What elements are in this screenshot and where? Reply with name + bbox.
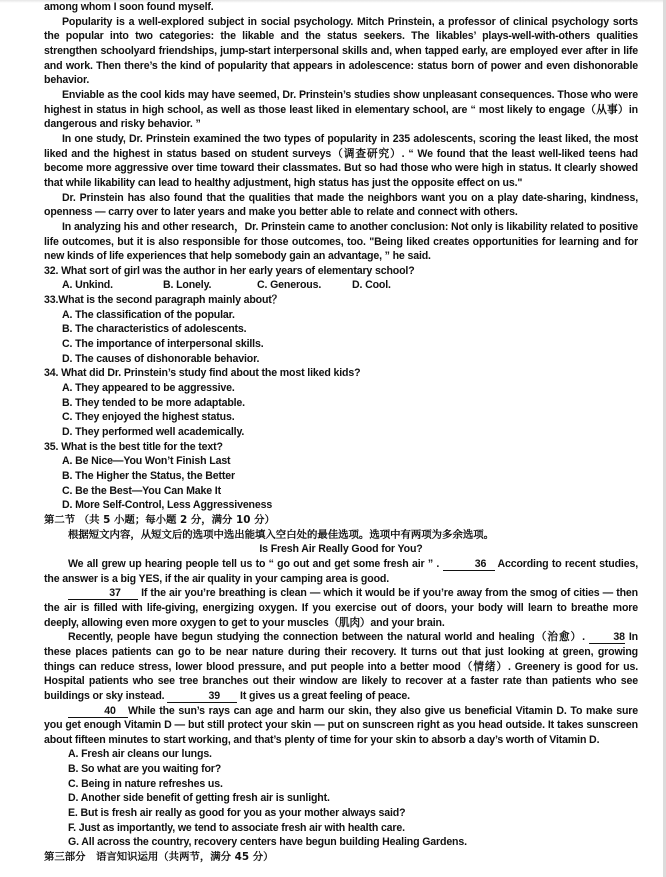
option-b: B. The characteristics of adolescents. [62,323,247,336]
cloze-option-a: A. Fresh air cleans our lungs. [68,748,212,761]
cloze-option-f: F. Just as importantly, we tend to associate fresh air with health care. [68,821,405,834]
blank-37: 37 [68,587,138,600]
question-32 [44,264,638,293]
option-d: D. The causes of dishonorable behavior. [62,352,260,365]
section-instruction: 根据短文内容，从短文后的选项中选出能填入空白处的最佳选项。选项中有两项为多余选项。 [68,528,495,541]
blank-39: 39 [167,690,237,703]
question-34 [44,366,638,439]
cloze-option-b: B. So what are you waiting for? [68,763,222,776]
paragraph-text: In these places patients can go to be near nature during their recovery. It turns out that just looking at green, growing things can reduce stress, lower blood pressure, and put people into a better mood（情绪）. Greenery is good for us. Hospital patients who see tree branches out their window are likely to recover at a faster rate than patients who see buildings or sky instead. [44,631,638,702]
paragraph-text: According to recent studies, the answer is a big YES, if the air quality in your camping area is good. [44,557,638,585]
option-d: D. Cool. [352,279,391,292]
option-d: D. More Self-Control, Less Aggressiveness [62,499,273,512]
passage-paragraph-4: Dr. Prinstein has also found that the qualities that made the neighbors want you on a play date-sharing, kindness, openness — carry over to later years and make you better able to relate and connect with others. [44,191,638,219]
cloze-option-c: C. Being in nature refreshes us. [68,777,223,790]
option-a: A. They appeared to be aggressive. [62,382,235,395]
option-b: B. Lonely. [163,279,212,292]
passage-paragraph-3: In one study, Dr. Prinstein examined the two types of popularity in 235 adolescents, scoring the least liked, the most liked and the highest in status based on student surveys（调查研究）. “ We found that the least well-liked teens had become more aggressive over time toward their classmates. But so had those who were high in status. It clearly showed that while likability can lead to healthy adjustment, high status has just the opposite effect on us." [44,132,638,189]
passage-title: Is Fresh Air Really Good for You? [259,543,423,556]
option-c: C. The importance of interpersonal skills. [62,338,264,351]
paragraph-text: Recently, people have begun studying the connection between the natural world and healing（治愈）. [68,631,589,644]
option-a: A. The classification of the popular. [62,308,235,321]
option-d: D. They performed well academically. [62,426,245,439]
option-b: B. They tended to be more adaptable. [62,396,245,409]
option-a: A. Be Nice—You Won’t Finish Last [62,455,231,468]
option-a: A. Unkind. [62,279,113,292]
question-stem: 35. What is the best title for the text? [44,440,223,453]
cloze-option-d: D. Another side benefit of getting fresh air is sunlight. [68,792,330,805]
cloze-paragraph-1 [44,557,638,586]
cloze-paragraph-2 [44,586,638,630]
passage-paragraph-1: Popularity is a well-explored subject in social psychology. Mitch Prinstein, a professor of clinical psychology sorts the popular into two categories: the likable and the status seekers. The likables’ plays-well-with-others qualities strengthen schoolyard friendships, jump-start interpersonal skills and, when tapped early, are employed ever after in life and work. Then there’s the kind of popularity that appears in adolescence: status born of power and even dishonorable behavior. [44,15,638,87]
paragraph-text: It gives us a great feeling of peace. [237,689,410,702]
cloze-options [44,747,638,850]
option-b: B. The Higher the Status, the Better [62,470,235,482]
paragraph-text: We all grew up hearing people tell us to “ go out and get some fresh air ” . [68,557,443,570]
question-33 [44,293,638,366]
paragraph-text: While the sun’s rays can age and harm our skin, they also give us beneficial Vitamin D. To make sure you get enough Vitamin D — but still protect your skin — put on sunscreen right as you head outside. It takes sunscreen about fifteen minutes to start working, and that’s plenty of time for your skin to absorb a day’s worth of Vitamin D. [44,704,638,746]
cloze-option-g: G. All across the country, recovery centers have begun building Healing Gardens. [68,836,467,849]
question-35 [44,440,638,513]
question-stem: 33.What is the second paragraph mainly about？ [44,294,283,307]
blank-38: 38 [589,631,625,644]
part-3-heading: 第三部分 语言知识运用（共两节，满分 45 分） [44,851,274,864]
blank-40: 40 [68,705,128,718]
cloze-paragraph-4 [44,704,638,748]
option-c: C. Generous. [257,279,322,292]
paragraph-text: If the air you’re breathing is clean — which it would be if you’re away from the smog of cities — then the air is filled with life-giving, energizing oxygen. If you exercise out of doors, your body will learn to breathe more deeply, allowing even more oxygen to get to your muscles（肌肉）and your brain. [44,587,638,629]
passage-paragraph-5: In analyzing his and other research，Dr. Prinstein came to another conclusion: Not only is likability related to positive life outcomes, but it is also responsible for those outcomes, too. "Being liked creates opportunities for learning and for new kinds of life experiences that help somebody gain an advantage, ” he said. [44,220,638,263]
cloze-paragraph-3 [44,630,638,703]
section-heading: 第二节 （共 5 小题；每小题 2 分，满分 10 分） [44,513,275,526]
blank-36: 36 [443,558,495,571]
question-options [44,278,638,293]
exam-page [44,0,638,865]
passage-paragraph-2: Enviable as the cool kids may have seemed, Dr. Prinstein’s studies show unpleasant consequences. Those who were highest in status in high school, as well as those least liked in elementary school, are “ most likely to engage（从事）in dangerous and risky behavior. ” [44,88,638,131]
passage-line: among whom I soon found myself. [44,1,214,13]
cloze-option-e: E. But is fresh air really as good for you as your mother always said? [68,807,406,820]
option-c: C. Be the Best—You Can Make It [62,484,221,497]
question-stem: 34. What did Dr. Prinstein’s study find about the most liked kids? [44,367,361,380]
option-c: C. They enjoyed the highest status. [62,411,235,424]
question-stem: 32. What sort of girl was the author in her early years of elementary school? [44,264,415,277]
